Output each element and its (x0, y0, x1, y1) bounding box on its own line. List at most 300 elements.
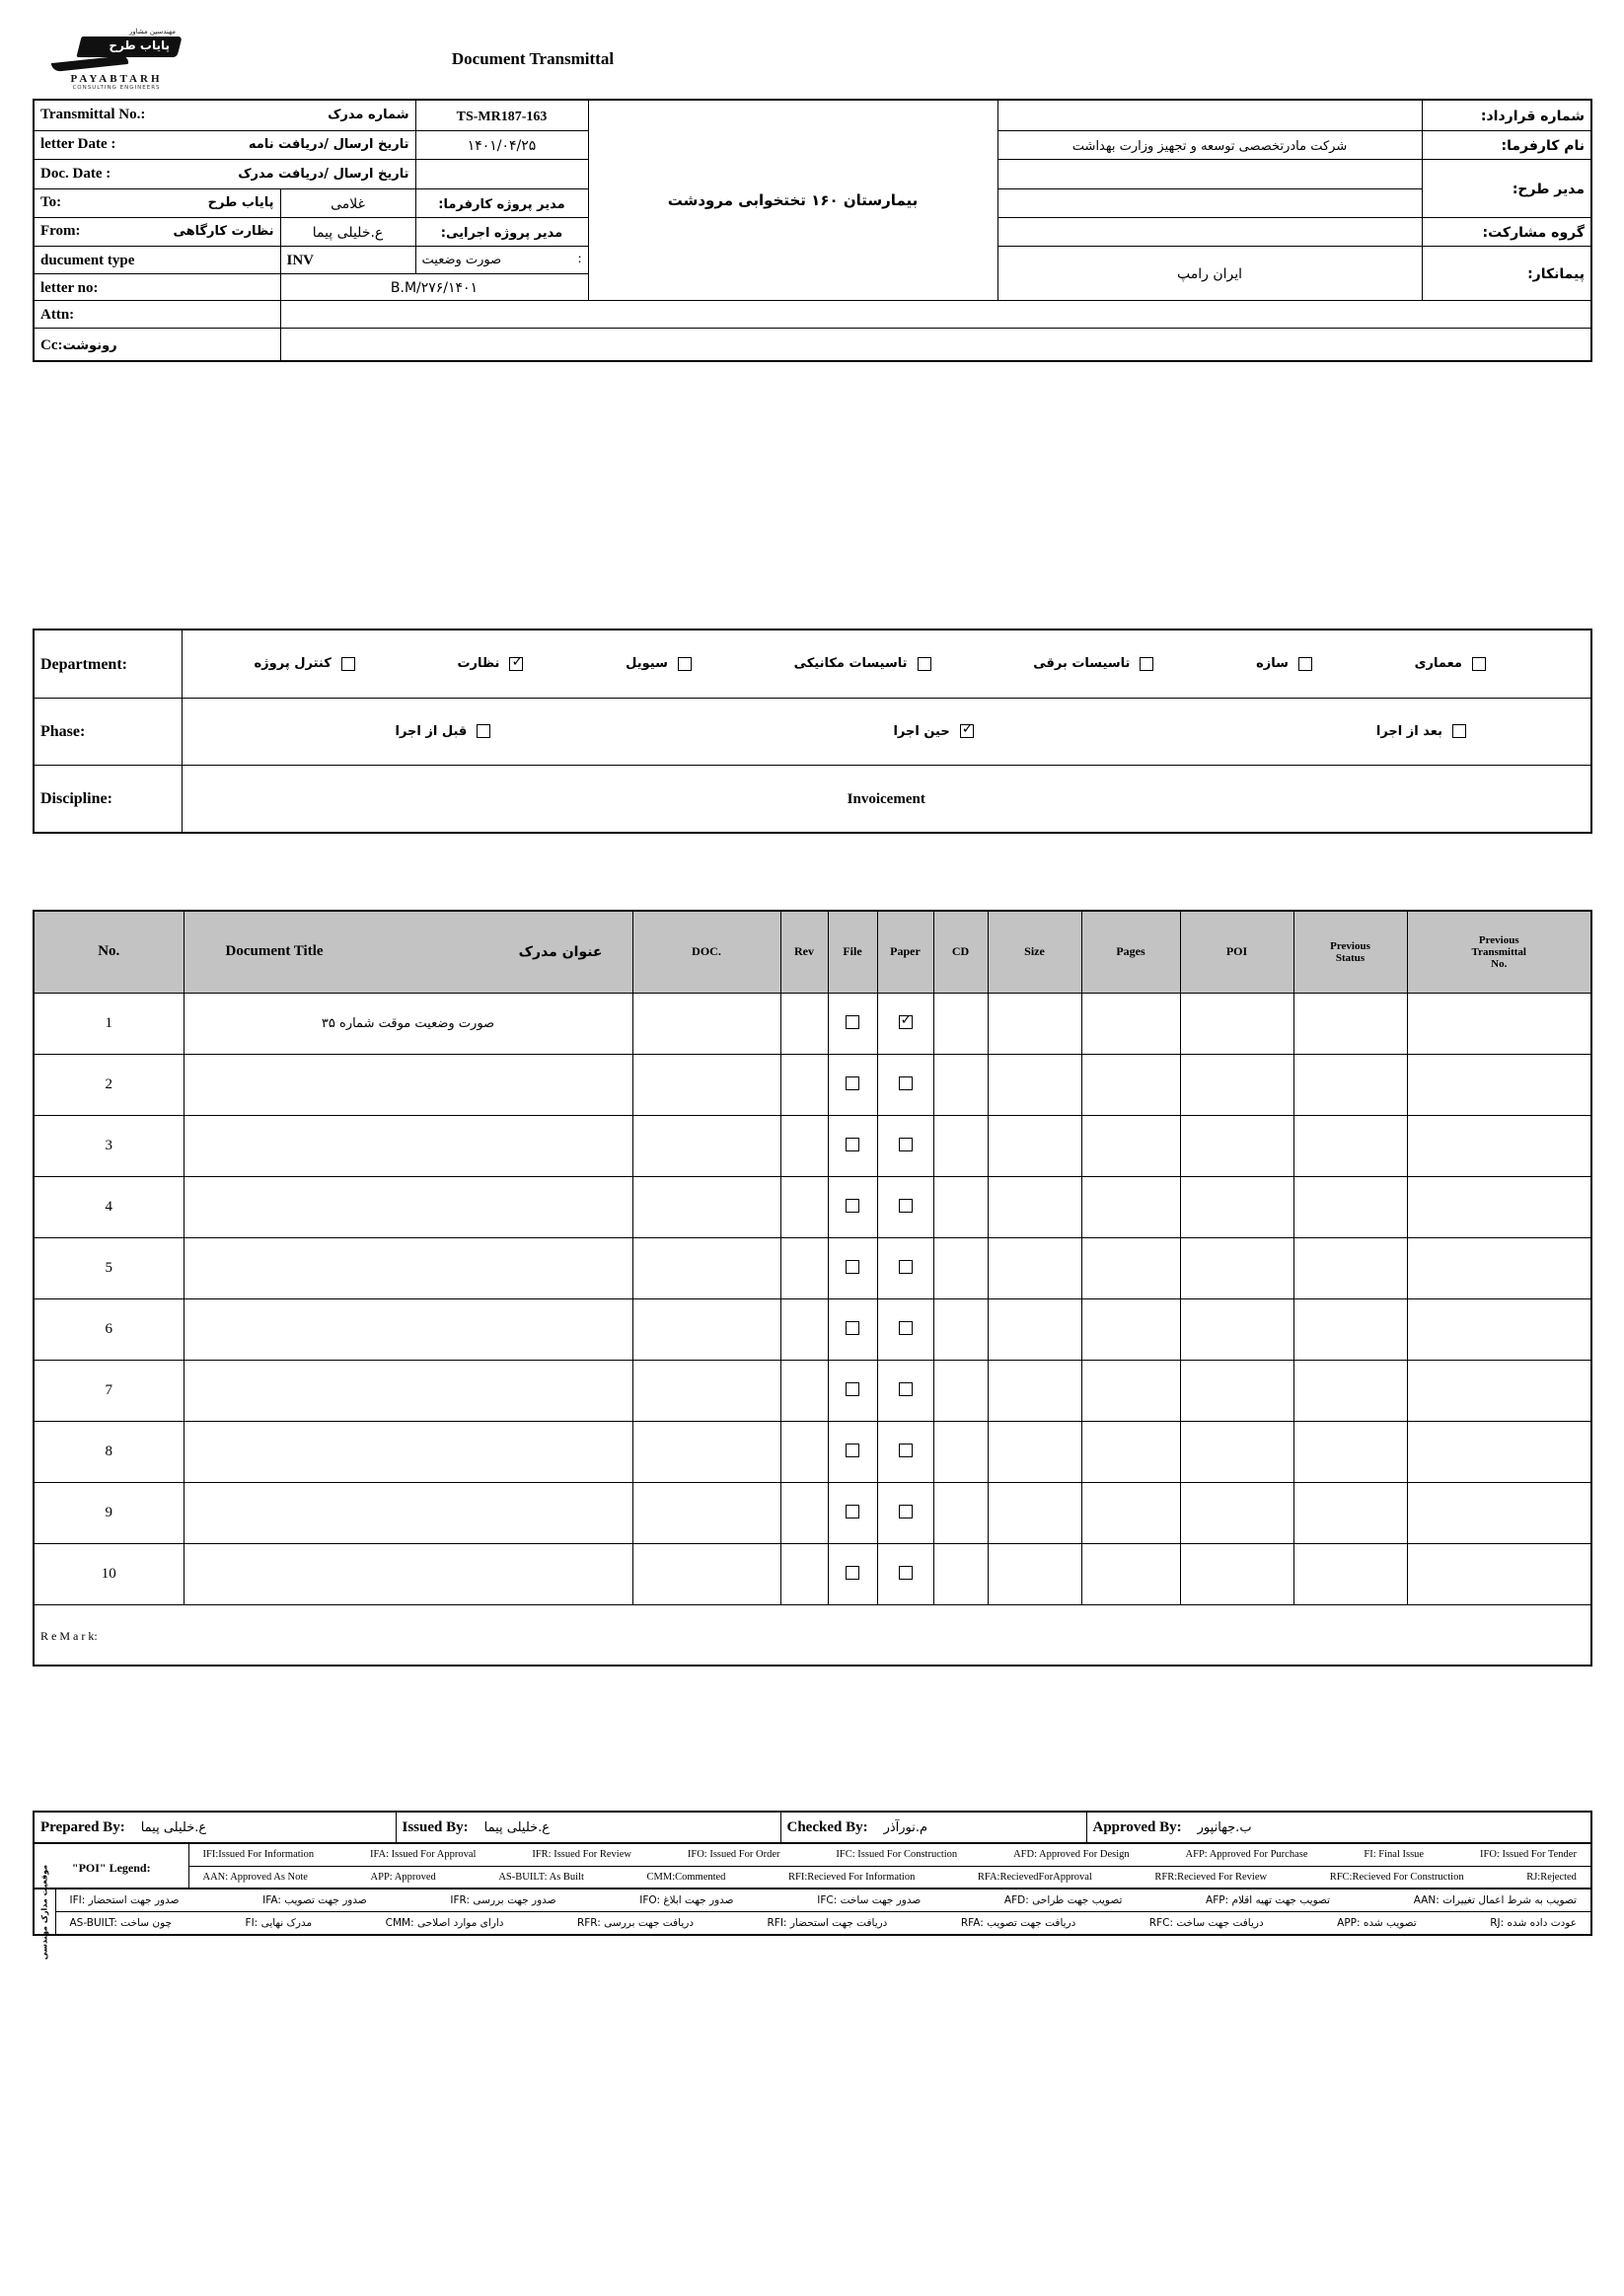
document-row (34, 1298, 1591, 1360)
letter-no-label-cell (34, 273, 280, 300)
document-row (34, 1543, 1591, 1604)
paper-checkbox[interactable] (899, 1076, 913, 1090)
department-option (457, 656, 523, 671)
file-checkbox[interactable] (846, 1444, 859, 1457)
doc-pages-cell (1081, 1360, 1180, 1421)
phase-label: Phase: (40, 723, 86, 740)
file-checkbox[interactable] (846, 1076, 859, 1090)
contract-no-label-cell (1422, 100, 1591, 130)
doc-file-cell (828, 1176, 877, 1237)
department-option-label: معماری (1414, 656, 1462, 672)
document-type-colon: : (577, 252, 582, 266)
design-manager-label-cell (1422, 159, 1591, 217)
document-type-value: INV (286, 253, 315, 268)
transmittal-no-label-fa: شماره مدرک (328, 108, 409, 123)
doc-prev-status-cell (1293, 993, 1407, 1054)
doc-title-cell (184, 1054, 632, 1115)
doc-rev-cell (780, 1115, 828, 1176)
paper-checkbox[interactable] (899, 1199, 913, 1213)
doc-date-label-fa: تاریخ ارسال /دریافت مدرک (238, 166, 409, 182)
transmittal-header-table (33, 99, 1592, 362)
doc-paper-cell (877, 1482, 933, 1543)
doc-title-cell: صورت وضعیت موقت شماره ۳۵ (184, 993, 632, 1054)
attn-label-cell (34, 300, 280, 328)
doc-date-value-cell (415, 159, 588, 188)
contractor-value: ایران رامپ (1176, 266, 1243, 282)
doc-prev-transmittal-cell (1407, 1176, 1591, 1237)
doc-title-cell (184, 1176, 632, 1237)
doc-title-cell (184, 1237, 632, 1298)
legend-item-en: RFI:Recieved For Information (788, 1871, 916, 1883)
department-option-label: سازه (1256, 656, 1289, 672)
doc-doc-cell (632, 1482, 780, 1543)
legend-item-fa: RFC: دریافت جهت ساخت (1148, 1916, 1264, 1929)
from-label: From: (40, 223, 81, 239)
approved-by-name: ب.جهانپور (1197, 1819, 1252, 1835)
doc-file-cell (828, 1054, 877, 1115)
department-checkbox[interactable] (1140, 657, 1153, 671)
phase-options (188, 724, 1586, 739)
legend-item-fa: AFD: تصویب جهت طراحی (1003, 1893, 1123, 1906)
phase-option (893, 724, 973, 739)
department-option-label: تاسیسات برقی (1033, 656, 1131, 672)
discipline-value: Invoicement (847, 791, 925, 808)
doc-paper-cell (877, 1543, 933, 1604)
department-option (626, 656, 692, 671)
doc-pages-cell (1081, 1054, 1180, 1115)
legend-item-fa: RJ: عودت داده شده (1490, 1916, 1577, 1929)
department-option-label: تاسیسات مکانیکی (793, 656, 908, 672)
attn-value-cell (280, 300, 1591, 328)
doc-file-cell (828, 1360, 877, 1421)
doc-poi-cell (1180, 1360, 1293, 1421)
department-checkbox[interactable] (341, 657, 355, 671)
file-checkbox[interactable] (846, 1321, 859, 1335)
project-name: بیمارستان ۱۶۰ تختخوابی مرودشت (667, 191, 919, 210)
doc-file-cell (828, 993, 877, 1054)
doc-cd-cell (933, 1176, 988, 1237)
doc-size-cell (988, 1421, 1081, 1482)
to-value: پایاب طرح (207, 195, 274, 210)
doc-file-cell (828, 1298, 877, 1360)
letter-no-value-cell (280, 273, 588, 300)
doc-prev-transmittal-cell (1407, 1054, 1591, 1115)
legend-en-row-2 (34, 1866, 1591, 1889)
transmittal-no-label-cell (34, 100, 415, 130)
legend-item-fa: APP: تصویب شده (1337, 1916, 1417, 1929)
phase-option-label: بعد از اجرا (1375, 723, 1442, 739)
legend-item-en: RFR:Recieved For Review (1154, 1871, 1268, 1883)
legend-item-en: IFC: Issued For Construction (836, 1849, 958, 1861)
doc-no-cell: 10 (34, 1543, 184, 1604)
legend-item-en: AS-BUILT: As Built (498, 1871, 584, 1883)
checked-by-name: م.نورآذر (883, 1819, 928, 1835)
file-checkbox[interactable] (846, 1382, 859, 1396)
col-prev-status: Previous Status (1293, 911, 1407, 993)
doc-cd-cell (933, 1115, 988, 1176)
design-manager-value-cell-1 (997, 159, 1422, 188)
file-checkbox[interactable] (846, 1505, 859, 1518)
legend-side-label: موقعیت مدارک مهندسی (39, 1864, 49, 1960)
poi-legend-label-cell (34, 1843, 188, 1889)
partnership-label: گروه مشارکت: (1482, 225, 1585, 241)
checked-by-cell (780, 1812, 1086, 1843)
paper-checkbox[interactable] (899, 1321, 913, 1335)
legend-item-en: RFA:RecievedForApproval (977, 1871, 1092, 1883)
doc-doc-cell (632, 1360, 780, 1421)
doc-paper-cell (877, 1298, 933, 1360)
doc-rev-cell (780, 1543, 828, 1604)
client-pm-label-cell (415, 188, 588, 217)
doc-pages-cell (1081, 1421, 1180, 1482)
checked-by-label: Checked By: (786, 1818, 868, 1835)
doc-poi-cell (1180, 1237, 1293, 1298)
attn-row (34, 300, 1591, 328)
doc-title-cell (184, 1360, 632, 1421)
col-file: File (828, 911, 877, 993)
doc-pages-cell (1081, 1298, 1180, 1360)
exec-pm-label-cell (415, 217, 588, 246)
client-name-label-cell (1422, 130, 1591, 159)
legend-item-fa: FI: مدرک نهایی (245, 1916, 313, 1929)
client-name-label: نام کارفرما: (1501, 138, 1585, 154)
doc-cd-cell (933, 1421, 988, 1482)
document-row (34, 1360, 1591, 1421)
col-poi: POI (1180, 911, 1293, 993)
discipline-row (34, 765, 1591, 833)
page-title: Document Transmittal (451, 49, 615, 68)
doc-poi-cell (1180, 1115, 1293, 1176)
file-checkbox[interactable] (846, 1138, 859, 1151)
approved-by-cell (1086, 1812, 1591, 1843)
company-logo (51, 28, 182, 91)
doc-prev-status-cell (1293, 1115, 1407, 1176)
doc-doc-cell (632, 1421, 780, 1482)
document-row (34, 1115, 1591, 1176)
paper-checkbox[interactable] (899, 1444, 913, 1457)
phase-option (396, 724, 491, 739)
doc-title-cell (184, 1115, 632, 1176)
legend-item-fa: RFA: دریافت جهت تصویب (960, 1916, 1076, 1929)
poi-legend-label: "POI" Legend: (71, 1860, 151, 1875)
design-manager-value-cell-2 (997, 188, 1422, 217)
phase-checkbox[interactable] (1452, 724, 1466, 738)
remark-row (34, 1604, 1591, 1666)
doc-paper-cell (877, 1115, 933, 1176)
doc-size-cell (988, 1543, 1081, 1604)
doc-size-cell (988, 1360, 1081, 1421)
col-pages: Pages (1081, 911, 1180, 993)
document-row (34, 993, 1591, 1054)
doc-prev-transmittal-cell (1407, 1543, 1591, 1604)
logo-brand-fa: پایاب طرح (109, 38, 170, 52)
to-person: غلامی (331, 196, 365, 212)
contract-no-value-cell (997, 100, 1422, 130)
col-paper: Paper (877, 911, 933, 993)
doc-date-label-en: Doc. Date : (40, 165, 111, 182)
doc-date-label-cell (34, 159, 415, 188)
file-checkbox[interactable] (846, 1566, 859, 1580)
legend-item-fa: IFI: صدور جهت استحضار (69, 1893, 180, 1906)
doc-rev-cell (780, 1421, 828, 1482)
department-row (34, 630, 1591, 698)
client-name-value-cell (997, 130, 1422, 159)
department-label: Department: (40, 655, 127, 673)
from-cell (34, 217, 280, 246)
doc-cd-cell (933, 1298, 988, 1360)
issued-by-name: ع.خلیلی پیما (483, 1819, 551, 1835)
to-cell (34, 188, 280, 217)
phase-checkbox[interactable] (477, 724, 490, 738)
classification-table (33, 629, 1592, 834)
doc-poi-cell (1180, 1421, 1293, 1482)
col-doc: DOC. (632, 911, 780, 993)
doc-prev-transmittal-cell (1407, 1237, 1591, 1298)
document-row (34, 1176, 1591, 1237)
cc-row (34, 328, 1591, 361)
doc-paper-cell (877, 1360, 933, 1421)
paper-checkbox[interactable] (899, 1382, 913, 1396)
logo-mark-icon (51, 36, 182, 73)
legend-fa-line-2 (62, 1917, 1586, 1929)
legend-item-en: FI: Final Issue (1364, 1849, 1425, 1861)
doc-prev-transmittal-cell (1407, 993, 1591, 1054)
legend-item-en: APP: Approved (370, 1871, 436, 1883)
doc-file-cell (828, 1482, 877, 1543)
doc-cd-cell (933, 1054, 988, 1115)
document-row (34, 1482, 1591, 1543)
doc-no-cell: 8 (34, 1421, 184, 1482)
doc-paper-cell (877, 993, 933, 1054)
to-person-cell (280, 188, 415, 217)
doc-prev-status-cell (1293, 1543, 1407, 1604)
legend-item-fa: AFP: تصویب جهت تهیه اقلام (1206, 1893, 1331, 1906)
contract-no-label: شماره قرارداد: (1480, 109, 1585, 125)
logo-swoosh-shape (51, 55, 129, 72)
documents-header-row (34, 911, 1591, 993)
letter-date-value-cell (415, 130, 588, 159)
doc-prev-status-cell (1293, 1360, 1407, 1421)
department-checkbox[interactable] (918, 657, 931, 671)
department-option-label: نظارت (457, 656, 500, 672)
prepared-by-label: Prepared By: (40, 1818, 125, 1835)
legend-item-en: IFR: Issued For Review (532, 1849, 631, 1861)
paper-checkbox[interactable] (899, 1505, 913, 1518)
department-options (188, 656, 1586, 671)
from-person-cell (280, 217, 415, 246)
doc-title-cell (184, 1421, 632, 1482)
contractor-label: پیمانکار: (1527, 266, 1585, 282)
doc-rev-cell (780, 993, 828, 1054)
doc-doc-cell (632, 1237, 780, 1298)
doc-size-cell (988, 1176, 1081, 1237)
client-name-value: شرکت مادرتخصصی توسعه و تجهیز وزارت بهداشت (1071, 139, 1348, 154)
legend-en-line-1 (195, 1849, 1586, 1860)
doc-size-cell (988, 1237, 1081, 1298)
doc-no-cell: 4 (34, 1176, 184, 1237)
transmittal-no-value-cell (415, 100, 588, 130)
department-checkbox[interactable] (678, 657, 692, 671)
doc-file-cell (828, 1237, 877, 1298)
department-option (1256, 656, 1312, 671)
phase-options-cell (182, 698, 1591, 765)
department-checkbox[interactable] (509, 657, 523, 671)
legend-fa-row-2 (34, 1911, 1591, 1935)
doc-no-cell: 6 (34, 1298, 184, 1360)
logo-brand-en: PAYABTARH (70, 73, 163, 85)
doc-no-cell: 1 (34, 993, 184, 1054)
partnership-value-cell (997, 217, 1422, 246)
doc-prev-transmittal-cell (1407, 1115, 1591, 1176)
file-checkbox[interactable] (846, 1015, 859, 1029)
phase-label-cell (34, 698, 182, 765)
legend-item-en: IFO: Issued For Order (687, 1849, 780, 1861)
legend-item-fa: AS-BUILT: چون ساخت (69, 1916, 173, 1929)
letter-no-value: B.M/۲۷۶/۱۴۰۱ (390, 280, 479, 296)
documents-table (33, 910, 1592, 1666)
doc-pages-cell (1081, 1176, 1180, 1237)
doc-title-cell (184, 1543, 632, 1604)
legend-fa-row-1 (34, 1889, 1591, 1911)
doc-poi-cell (1180, 1176, 1293, 1237)
issued-by-label: Issued By: (402, 1818, 469, 1835)
issued-by-cell (396, 1812, 780, 1843)
doc-file-cell (828, 1421, 877, 1482)
col-prev-transmittal: Previous Transmittal No. (1407, 911, 1591, 993)
doc-prev-status-cell (1293, 1176, 1407, 1237)
department-option-label: کنترل پروژه (254, 656, 332, 672)
doc-rev-cell (780, 1298, 828, 1360)
doc-cd-cell (933, 1237, 988, 1298)
paper-checkbox[interactable] (899, 1015, 913, 1029)
doc-doc-cell (632, 1176, 780, 1237)
doc-prev-transmittal-cell (1407, 1421, 1591, 1482)
col-no: No. (34, 911, 184, 993)
doc-cd-cell (933, 1360, 988, 1421)
col-cd: CD (933, 911, 988, 993)
doc-cd-cell (933, 993, 988, 1054)
doc-prev-status-cell (1293, 1237, 1407, 1298)
transmittal-no-value: TS-MR187-163 (456, 109, 548, 124)
legend-item-en: AAN: Approved As Note (202, 1871, 308, 1883)
legend-item-en: RFC:Recieved For Construction (1329, 1871, 1464, 1883)
doc-poi-cell (1180, 1054, 1293, 1115)
legend-item-fa: IFA: صدور جهت تصویب (262, 1893, 367, 1906)
doc-poi-cell (1180, 1543, 1293, 1604)
legend-en-row-1 (34, 1843, 1591, 1866)
doc-rev-cell (780, 1482, 828, 1543)
doc-rev-cell (780, 1054, 828, 1115)
legend-fa-line-1 (62, 1894, 1586, 1906)
to-label: To: (40, 194, 62, 210)
doc-size-cell (988, 1482, 1081, 1543)
document-type-label: ducument type (40, 253, 135, 268)
doc-prev-transmittal-cell (1407, 1482, 1591, 1543)
document-row (34, 1421, 1591, 1482)
legend-item-fa: RFI: دریافت جهت استحضار (767, 1916, 888, 1929)
document-type-fa-cell (415, 246, 588, 273)
doc-no-cell: 3 (34, 1115, 184, 1176)
document-row (34, 1237, 1591, 1298)
phase-option-label: قبل از اجرا (395, 723, 468, 739)
col-title (184, 911, 632, 993)
client-pm-label: مدیر پروژه کارفرما: (438, 197, 565, 212)
contractor-value-cell (997, 246, 1422, 300)
phase-option (1376, 724, 1466, 739)
doc-prev-status-cell (1293, 1298, 1407, 1360)
department-checkbox[interactable] (1472, 657, 1486, 671)
phase-checkbox[interactable] (960, 724, 974, 738)
doc-rev-cell (780, 1360, 828, 1421)
file-checkbox[interactable] (846, 1199, 859, 1213)
paper-checkbox[interactable] (899, 1260, 913, 1274)
doc-size-cell (988, 1054, 1081, 1115)
partnership-label-cell (1422, 217, 1591, 246)
doc-rev-cell (780, 1176, 828, 1237)
department-options-cell (182, 630, 1591, 698)
doc-doc-cell (632, 1115, 780, 1176)
legend-en-line-2 (195, 1872, 1586, 1883)
doc-no-cell: 5 (34, 1237, 184, 1298)
legend-item-en: IFI:Issued For Information (202, 1849, 315, 1861)
letter-date-label-fa: تاریخ ارسال /دریافت نامه (248, 137, 409, 152)
legend-item-en: IFO: Issued For Tender (1480, 1849, 1577, 1861)
letter-date-value: ۱۴۰۱/۰۴/۲۵ (467, 138, 537, 154)
phase-option-label: حین اجرا (893, 723, 950, 739)
document-type-fa: صورت وضعیت (421, 252, 502, 267)
project-name-cell (588, 100, 997, 300)
doc-size-cell (988, 993, 1081, 1054)
col-title-en: Document Title (225, 943, 324, 960)
doc-pages-cell (1081, 1543, 1180, 1604)
doc-doc-cell (632, 993, 780, 1054)
cc-value-cell (280, 328, 1591, 361)
department-option (794, 656, 931, 671)
prepared-by-cell (34, 1812, 396, 1843)
doc-pages-cell (1081, 1482, 1180, 1543)
prepared-by-name: ع.خلیلی پیما (140, 1819, 207, 1835)
documents-body (34, 993, 1591, 1604)
doc-prev-transmittal-cell (1407, 1360, 1591, 1421)
col-size: Size (988, 911, 1081, 993)
doc-cd-cell (933, 1543, 988, 1604)
doc-no-cell: 9 (34, 1482, 184, 1543)
doc-prev-status-cell (1293, 1482, 1407, 1543)
legend-item-fa: RFR: دریافت جهت بررسی (576, 1916, 695, 1929)
doc-poi-cell (1180, 1482, 1293, 1543)
doc-size-cell (988, 1115, 1081, 1176)
doc-no-cell: 7 (34, 1360, 184, 1421)
doc-title-cell (184, 1482, 632, 1543)
col-title-fa: عنوان مدرک (518, 943, 603, 960)
file-checkbox[interactable] (846, 1260, 859, 1274)
doc-poi-cell (1180, 1298, 1293, 1360)
legend-side-label-cell (34, 1864, 55, 1960)
contractor-label-cell (1422, 246, 1591, 300)
document-type-label-cell (34, 246, 280, 273)
discipline-label-cell (34, 765, 182, 833)
legend-item-fa: IFR: صدور جهت بررسی (450, 1893, 556, 1906)
doc-pages-cell (1081, 1115, 1180, 1176)
paper-checkbox[interactable] (899, 1138, 913, 1151)
signatures-row (34, 1812, 1591, 1843)
cc-label-fa: رونوشت (62, 337, 117, 353)
doc-no-cell: 2 (34, 1054, 184, 1115)
doc-pages-cell (1081, 993, 1180, 1054)
department-checkbox[interactable] (1298, 657, 1312, 671)
paper-checkbox[interactable] (899, 1566, 913, 1580)
phase-row (34, 698, 1591, 765)
